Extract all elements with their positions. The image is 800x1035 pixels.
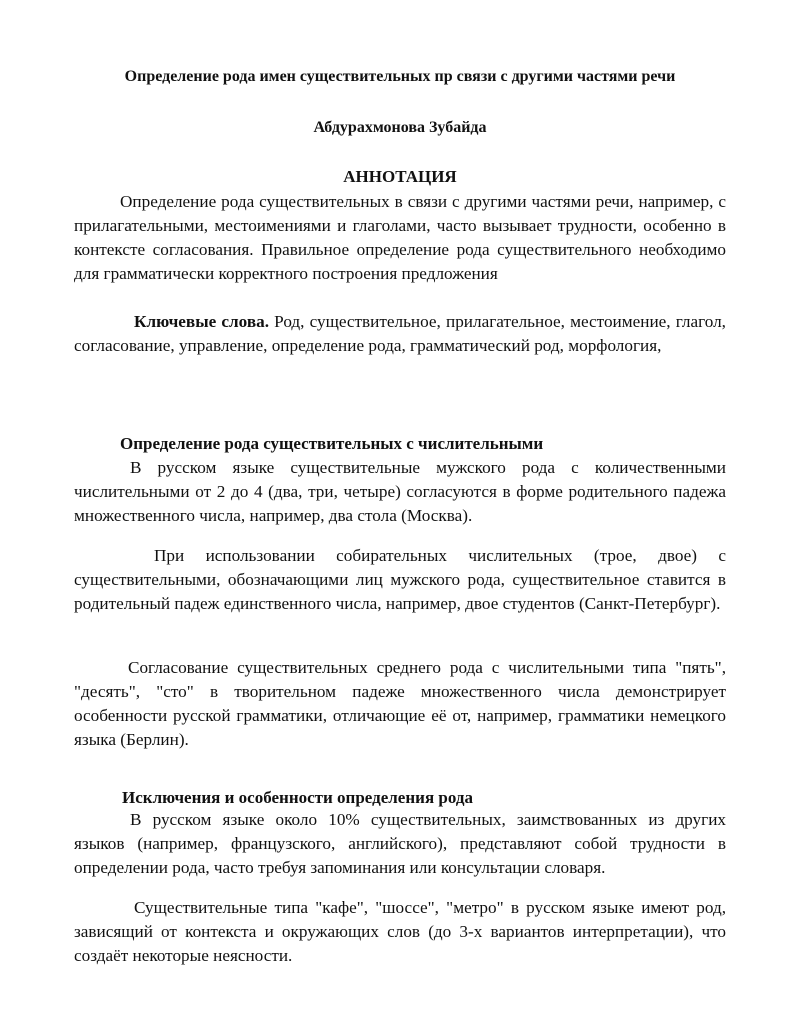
section-paragraph: В русском языке около 10% существительных, заимствованных из других языков (например, французского, английского), представляют собой трудности в определении рода, часто требуя запоминания или консультации словаря.: [74, 810, 726, 877]
section-heading: Исключения и особенности определения рода: [122, 788, 473, 807]
section-paragraph: При использовании собирательных числительных (трое, двое) с существительными, обозначающими лиц мужского рода, существительное ставится в родительный падеж единственного числа, например, двое студентов (Санкт-Петербург).: [74, 546, 726, 613]
keywords-label: Ключевые слова.: [134, 312, 270, 331]
abstract-paragraph: Определение рода существительных в связи с другими частями речи, например, с прилагательными, местоимениями и глаголами, часто вызывает трудности, особенно в контексте согласования. Правильное определение рода существительного необходимо для грамматически корректного построения предложения: [74, 192, 726, 283]
section-paragraph: Существительные типа "кафе", "шоссе", "метро" в русском языке имеют род, зависящий от контекста и окружающих слов (до 3-х вариантов интерпретации), что создаёт некоторые неясности.: [74, 898, 726, 965]
document-title: Определение рода имен существительных пр связи с другими частями речи: [124, 68, 676, 85]
section-paragraph: В русском языке существительные мужского рода с количественными числительными от 2 до 4 (два, три, четыре) согласуются в форме родительного падежа множественного числа, например, два стола (Москва).: [74, 458, 726, 525]
section-paragraph: Согласование существительных среднего рода с числительными типа "пять", "десять", "сто" в творительном падеже множественного числа демонстрирует особенности русской грамматики, отличающие её от, например, грамматики немецкого языка (Берлин).: [74, 658, 726, 749]
section-heading: Определение рода существительных с числительными: [120, 434, 544, 453]
keywords-paragraph: [74, 310, 726, 358]
keywords-text: Род, существительное, прилагательное, местоимение, глагол, согласование, управление, определение рода, грамматический род, морфология,: [74, 312, 726, 355]
document-author: Абдурахмонова Зубайда: [313, 119, 487, 136]
abstract-heading: АННОТАЦИЯ: [343, 167, 457, 186]
